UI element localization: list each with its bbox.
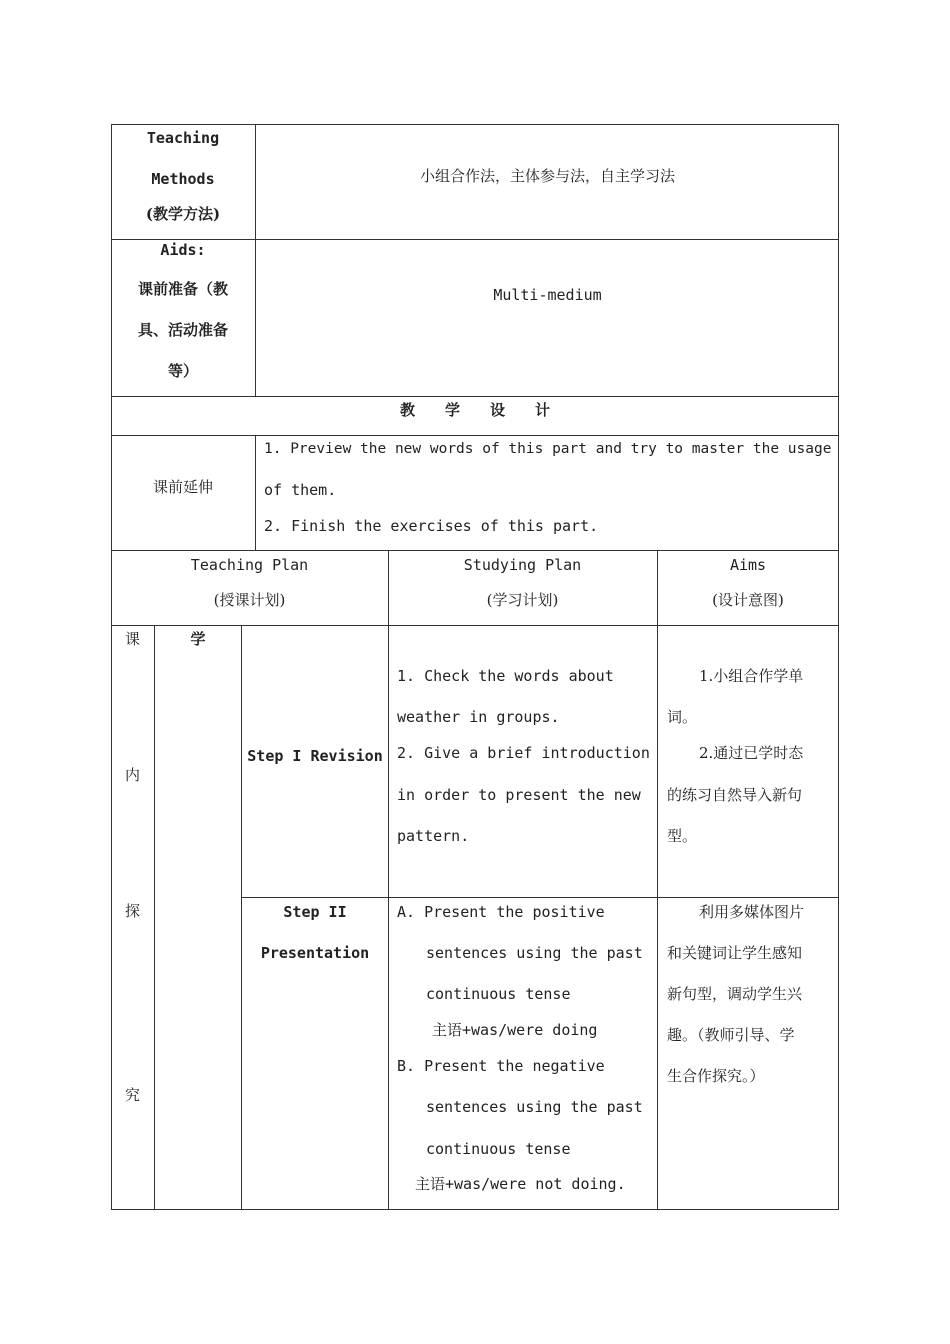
aims-header: Aims	[729, 556, 767, 574]
step-2-aims-line: 利用多媒体图片	[699, 903, 805, 921]
step-2-study-line: sentences using the past	[426, 1098, 643, 1116]
pre-class-label: 课前延伸	[152, 478, 213, 496]
step-2-study-line: sentences using the past	[426, 944, 643, 962]
row-divider	[111, 435, 839, 436]
aids-label-line: Aids:	[160, 241, 206, 259]
aids-value: Multi-medium	[493, 286, 602, 304]
column-divider	[388, 550, 389, 1210]
step-2-study-line: 主语+was/were doing	[432, 1021, 598, 1039]
row-divider	[111, 625, 839, 626]
side-label-char: 探	[124, 902, 140, 920]
row-divider	[111, 550, 839, 551]
step-1-aims-line: 型。	[667, 827, 698, 845]
column-divider	[255, 435, 256, 550]
teaching-plan-header-cn: (授课计划)	[213, 591, 286, 609]
row-divider	[111, 239, 839, 240]
row-divider	[241, 897, 839, 898]
pre-class-line: 2. Finish the exercises of this part.	[264, 517, 599, 535]
methods-label-line: Teaching	[146, 129, 220, 147]
step-1-name: Step I Revision	[247, 747, 383, 765]
aids-label-line: 具、活动准备	[137, 321, 228, 339]
methods-label-line: (教学方法)	[145, 205, 221, 223]
step-1-aims-line: 2.通过已学时态	[699, 744, 804, 762]
step-2-aims-line: 趣。（教师引导、学	[667, 1026, 795, 1044]
step-1-study-line: pattern.	[397, 827, 470, 845]
column-divider	[255, 124, 256, 396]
studying-plan-header: Studying Plan	[463, 556, 582, 574]
step-1-aims-line: 1.小组合作学单	[699, 667, 804, 685]
side-label-char: 课	[124, 630, 140, 648]
step-2-study-line: continuous tense	[426, 985, 571, 1003]
step-2-aims-line: 新句型，调动学生兴	[667, 985, 803, 1003]
step-2-study-line: B. Present the negative	[397, 1057, 605, 1075]
side-sub-label: 学	[190, 630, 206, 648]
side-label-char: 究	[124, 1086, 140, 1104]
step-1-aims-line: 词。	[667, 708, 698, 726]
side-label-char: 内	[124, 766, 140, 784]
step-1-study-line: 1. Check the words about	[397, 667, 614, 685]
methods-value: 小组合作法，主体参与法，自主学习法	[419, 167, 675, 185]
teaching-plan-header: Teaching Plan	[190, 556, 309, 574]
aids-label-line: 等）	[167, 362, 198, 380]
step-2-aims-line: 生合作探究。）	[667, 1067, 765, 1085]
step-1-study-line: in order to present the new	[397, 786, 641, 804]
pre-class-line: of them.	[264, 481, 337, 499]
step-2-name: Step II	[283, 903, 347, 921]
aids-label-line: 课前准备（教	[137, 280, 228, 298]
aims-header-cn: (设计意图)	[712, 591, 784, 609]
column-divider	[154, 625, 155, 1210]
studying-plan-header-cn: (学习计划)	[486, 591, 559, 609]
step-2-study-line: 主语+was/were not doing.	[415, 1175, 626, 1193]
methods-label-line: Methods	[151, 170, 215, 188]
pre-class-line: 1. Preview the new words of this part and try to master the usage	[264, 441, 832, 457]
step-2-study-line: A. Present the positive	[397, 903, 605, 921]
column-divider	[657, 550, 658, 1210]
design-title: 教 学 设 计	[399, 401, 550, 419]
step-1-study-line: 2. Give a brief introduction	[397, 744, 650, 762]
step-1-aims-line: 的练习自然导入新句	[667, 786, 803, 804]
step-2-study-line: continuous tense	[426, 1140, 571, 1158]
step-1-study-line: weather in groups.	[397, 708, 560, 726]
step-2-name: Presentation	[260, 944, 370, 962]
step-2-aims-line: 和关键词让学生感知	[667, 944, 803, 962]
row-divider	[111, 396, 839, 397]
